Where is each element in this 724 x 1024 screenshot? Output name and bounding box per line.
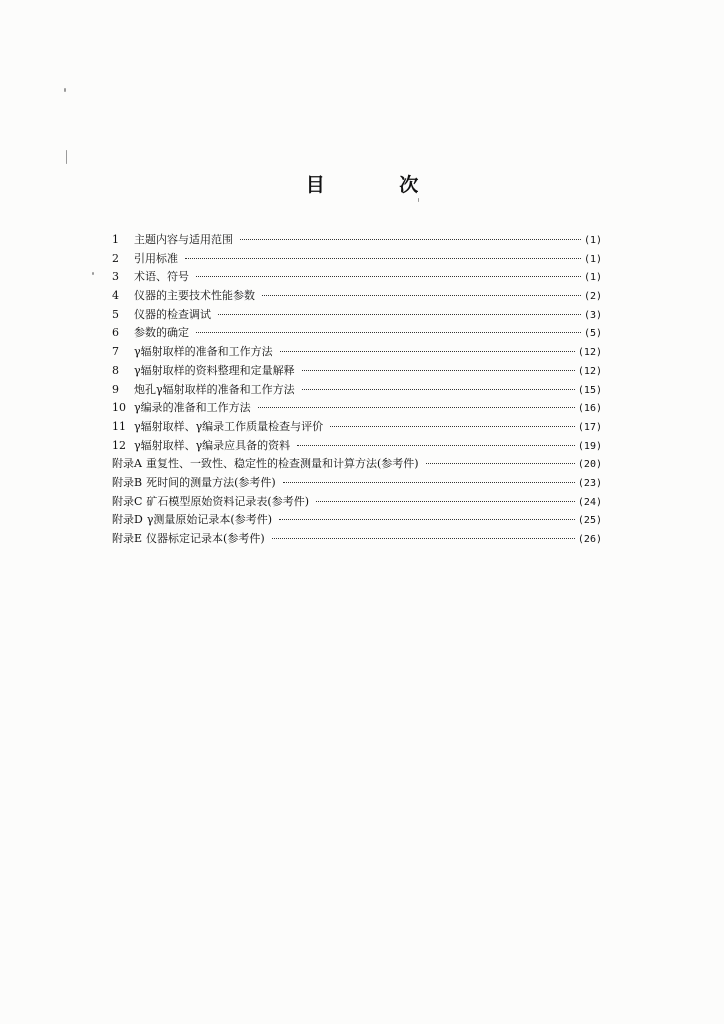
dot-leader: [185, 258, 581, 259]
scan-speck: [64, 88, 66, 92]
dot-leader: [302, 389, 575, 390]
dot-leader: [218, 314, 581, 315]
dot-leader: [240, 239, 581, 240]
toc-entry-title: γ辐射取样的资料整理和定量解释: [134, 363, 295, 377]
toc-entry-page: (12): [577, 347, 602, 359]
toc-entry: [112, 268, 602, 287]
toc-entry: [112, 511, 602, 530]
toc-entry-number: 10: [112, 401, 126, 415]
toc-entry: [112, 418, 602, 437]
toc-entry: [112, 324, 602, 343]
dot-leader: [196, 276, 581, 277]
toc-entry-number: 8: [112, 363, 119, 377]
dot-leader: [426, 463, 575, 464]
dot-leader: [280, 351, 575, 352]
toc-entry-title: 术语、符号: [134, 270, 189, 284]
toc-entry: [112, 250, 602, 269]
toc-entry-title: 引用标准: [134, 251, 178, 265]
toc-entry: [112, 343, 602, 362]
toc-entry-number: 7: [112, 345, 119, 359]
toc-entry-page: (24): [577, 496, 602, 508]
toc-entry-number: 附录C: [112, 494, 143, 508]
toc-entry-title: 仪器的主要技术性能参数: [134, 289, 255, 303]
toc-entry-page: (1): [583, 235, 602, 246]
toc-entry-number: 12: [112, 438, 126, 452]
toc-entry-page: (2): [583, 291, 602, 303]
dot-leader: [330, 426, 575, 427]
toc-entry: [112, 455, 602, 474]
dot-leader: [283, 482, 575, 483]
toc-entry-title: 仪器的检查调试: [134, 307, 211, 321]
dot-leader: [262, 295, 581, 296]
toc-entry: [112, 530, 602, 549]
toc-entry-number: 5: [112, 307, 119, 321]
dot-leader: [279, 519, 575, 520]
toc-entry-page: (1): [583, 253, 602, 265]
toc-entry-number: 附录B: [112, 475, 143, 489]
toc-entry-page: (26): [577, 534, 602, 545]
toc-entry-title: γ辐射取样、γ编录工作质量检查与评价: [134, 419, 324, 433]
toc-entry-number: 3: [112, 270, 119, 284]
toc-entry-title: 矿石模型原始资料记录表(参考件): [146, 494, 310, 508]
toc-entry-page: (19): [577, 440, 602, 452]
toc-entry: [112, 399, 602, 418]
toc-entry: [112, 437, 602, 456]
toc-entry-page: (20): [577, 459, 602, 471]
toc-entry-page: (1): [583, 272, 602, 284]
dot-leader: [196, 332, 581, 333]
toc-entry-page: (17): [577, 421, 602, 433]
toc-entry-number: 6: [112, 326, 119, 340]
toc-entry-page: (3): [583, 309, 602, 321]
toc-entry-number: 4: [112, 289, 119, 303]
toc-entry-title: 仪器标定记录本(参考件): [146, 532, 265, 545]
toc-entry: [112, 287, 602, 306]
toc-entry-page: (16): [577, 403, 602, 415]
dot-leader: [297, 445, 575, 446]
toc-entry: [112, 474, 602, 493]
table-of-contents: [112, 231, 602, 549]
dot-leader: [272, 538, 575, 539]
toc-entry-number: 2: [112, 251, 119, 265]
toc-entry-title: 死时间的测量方法(参考件): [146, 475, 276, 489]
toc-entry: [112, 493, 602, 512]
toc-entry-number: 附录D: [112, 513, 143, 527]
scan-speck: [92, 272, 94, 275]
toc-entry-number: 1: [112, 233, 119, 246]
scan-speck: [418, 198, 419, 202]
scan-speck: [66, 150, 67, 164]
dot-leader: [316, 501, 575, 502]
toc-entry-page: (23): [577, 477, 602, 489]
toc-entry: [112, 381, 602, 400]
toc-entry: [112, 306, 602, 325]
toc-entry-number: 9: [112, 382, 119, 396]
toc-entry-page: (15): [577, 384, 602, 396]
toc-entry-page: (25): [577, 515, 602, 527]
page-title: 目 次: [305, 174, 453, 196]
toc-entry-number: 附录A: [112, 457, 142, 471]
toc-entry-number: 11: [112, 419, 126, 433]
toc-entry-title: γ辐射取样的准备和工作方法: [134, 345, 273, 359]
toc-entry-page: (5): [583, 328, 602, 340]
toc-entry-title: 参数的确定: [134, 326, 189, 340]
toc-entry-title: γ测量原始记录本(参考件): [146, 513, 272, 527]
toc-entry-page: (12): [577, 365, 602, 377]
toc-entry-title: γ编录的准备和工作方法: [134, 401, 251, 415]
toc-entry: [112, 231, 602, 250]
toc-entry: [112, 362, 602, 381]
toc-entry-title: 重复性、一致性、稳定性的检查测量和计算方法(参考件): [145, 457, 419, 471]
toc-entry-title: 主题内容与适用范围: [134, 233, 233, 246]
toc-entry-title: γ辐射取样、γ编录应具备的资料: [134, 438, 291, 452]
toc-entry-number: 附录E: [112, 532, 143, 545]
dot-leader: [258, 407, 575, 408]
dot-leader: [302, 370, 575, 371]
toc-entry-title: 炮孔γ辐射取样的准备和工作方法: [134, 382, 295, 396]
